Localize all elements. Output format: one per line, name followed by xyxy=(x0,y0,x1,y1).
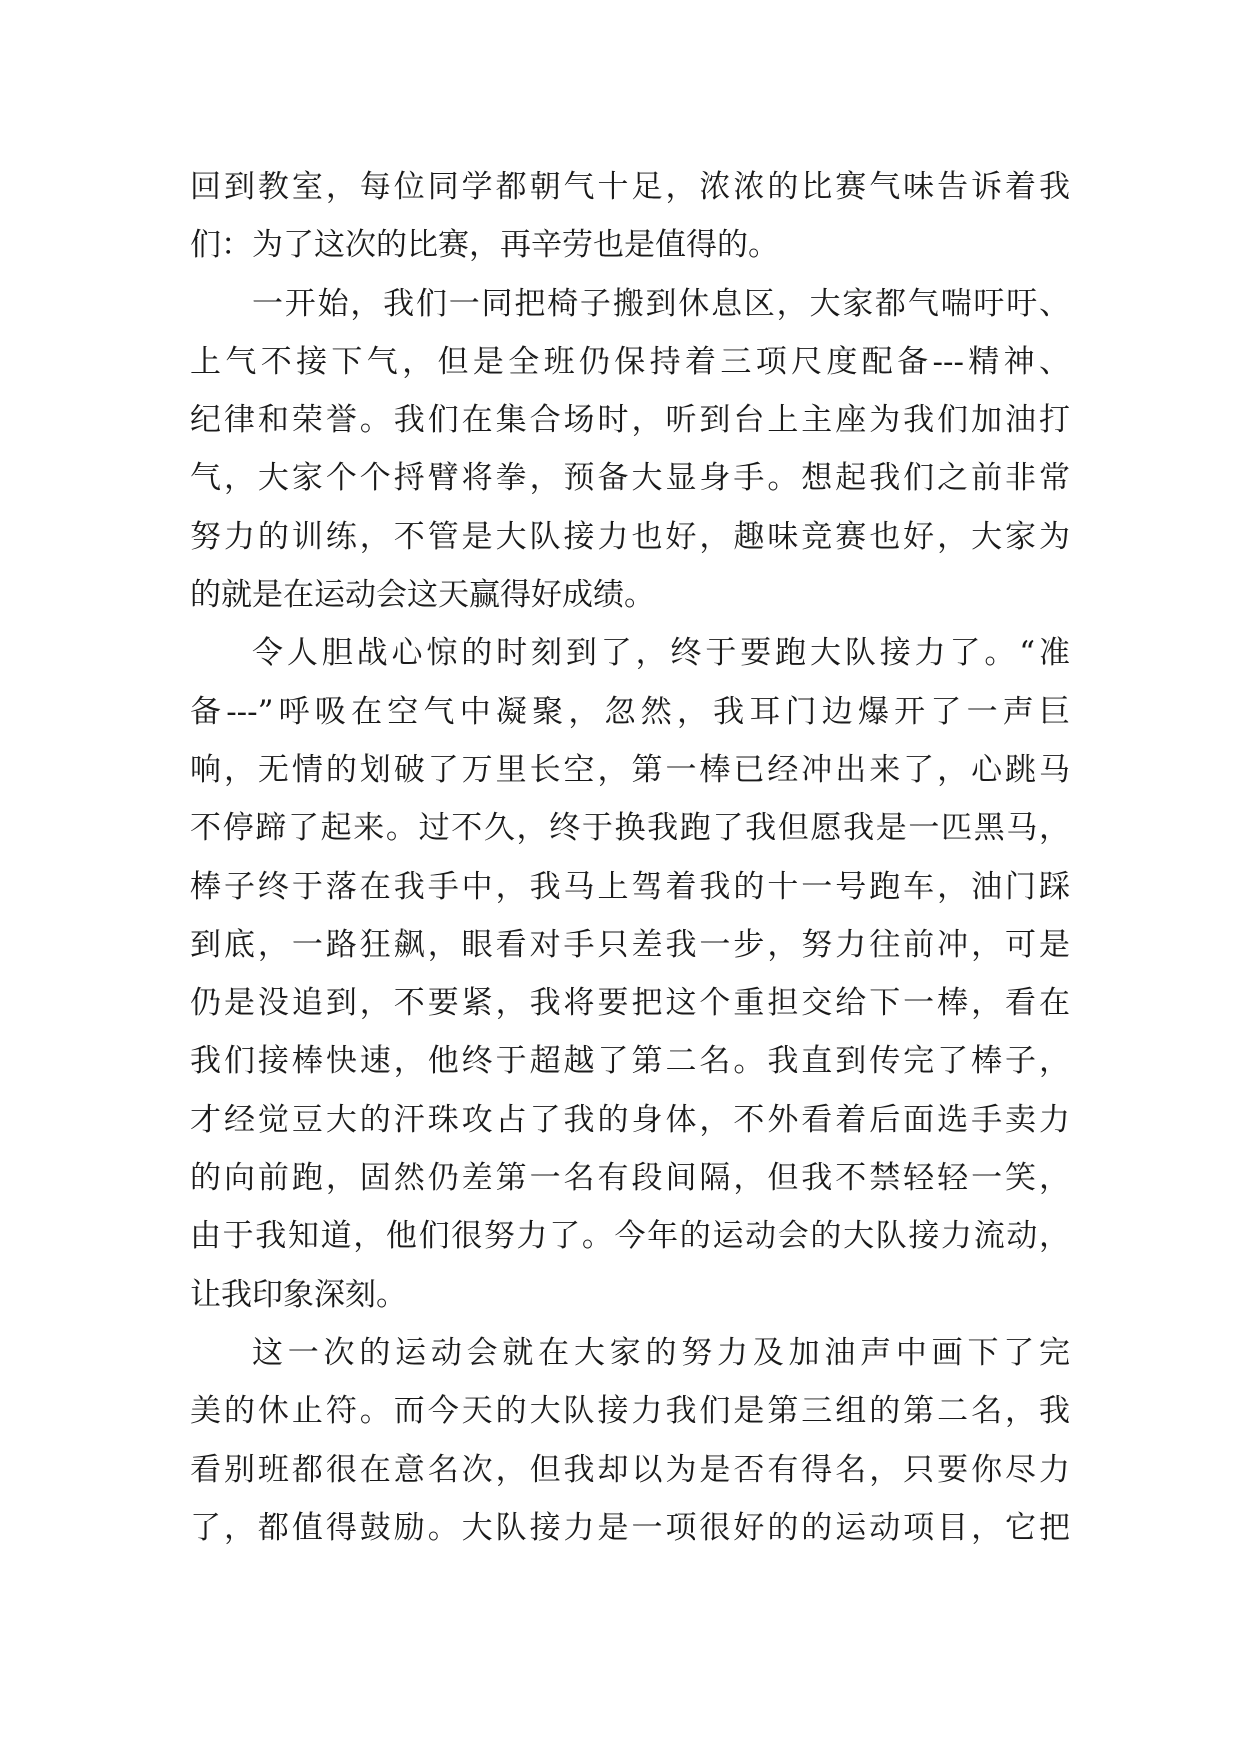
text-line xyxy=(190,508,1070,566)
text-line-content: 到底，一路狂飙，眼看对手只差我一步，努力往前冲，可是 xyxy=(190,926,1070,963)
text-line xyxy=(190,391,1070,449)
text-line-content: 纪律和荣誉。我们在集合场时，听到台上主座为我们加油打 xyxy=(190,402,1070,439)
text-line-content: 仍是没追到，不要紧，我将要把这个重担交给下一棒，看在 xyxy=(190,985,1070,1022)
text-line xyxy=(190,683,1070,741)
text-line xyxy=(190,1207,1070,1265)
text-line-content: 我们接棒快速，他终于超越了第二名。我直到传完了棒子， xyxy=(190,1043,1070,1080)
text-line xyxy=(190,449,1070,507)
text-line xyxy=(190,1091,1070,1149)
text-line-content: 了，都值得鼓励。大队接力是一项很好的的运动项目，它把 xyxy=(190,1509,1070,1546)
text-line xyxy=(190,566,1070,624)
text-line-content: 努力的训练，不管是大队接力也好，趣味竞赛也好，大家为 xyxy=(190,518,1070,555)
text-line-content: 美的休止符。而今天的大队接力我们是第三组的第二名，我 xyxy=(190,1393,1070,1430)
text-line-content: 由于我知道，他们很努力了。今年的运动会的大队接力流动， xyxy=(190,1218,1070,1255)
text-line xyxy=(190,1382,1070,1440)
text-line xyxy=(190,974,1070,1032)
text-line-content: 上气不接下气，但是全班仍保持着三项尺度配备---精神、 xyxy=(190,343,1070,380)
text-line xyxy=(190,916,1070,974)
text-line-content: 才经觉豆大的汗珠攻占了我的身体，不外看着后面选手卖力 xyxy=(190,1101,1070,1138)
text-line-content: 不停蹄了起来。过不久，终于换我跑了我但愿我是一匹黑马， xyxy=(190,810,1070,847)
text-line-content: 让我印象深刻。 xyxy=(190,1276,407,1313)
text-line xyxy=(190,1324,1070,1382)
text-line xyxy=(190,858,1070,916)
text-line xyxy=(190,1441,1070,1499)
text-line xyxy=(190,741,1070,799)
text-line-content: 备---”呼吸在空气中凝聚，忽然，我耳门边爆开了一声巨 xyxy=(190,693,1070,730)
text-line-content: 看别班都很在意名次，但我却以为是否有得名，只要你尽力 xyxy=(190,1451,1070,1488)
text-line xyxy=(190,1499,1070,1557)
text-line-content: 令人胆战心惊的时刻到了，终于要跑大队接力了。“准 xyxy=(252,635,1070,672)
text-line xyxy=(190,624,1070,682)
document-body xyxy=(190,158,1070,1557)
text-line-content: 的向前跑，固然仍差第一名有段间隔，但我不禁轻轻一笑， xyxy=(190,1160,1070,1197)
text-line xyxy=(190,333,1070,391)
text-line-content: 响，无情的划破了万里长空，第一棒已经冲出来了，心跳马 xyxy=(190,751,1070,788)
text-line xyxy=(190,1032,1070,1090)
text-line-content: 的就是在运动会这天赢得好成绩。 xyxy=(190,577,655,614)
text-line-content: 棒子终于落在我手中，我马上驾着我的十一号跑车，油门踩 xyxy=(190,868,1070,905)
text-line xyxy=(190,1149,1070,1207)
text-line-content: 这一次的运动会就在大家的努力及加油声中画下了完 xyxy=(252,1334,1070,1371)
text-line-content: 回到教室，每位同学都朝气十足，浓浓的比赛气味告诉着我 xyxy=(190,169,1070,205)
text-line-content: 一开始，我们一同把椅子搬到休息区，大家都气喘吁吁、 xyxy=(252,285,1070,322)
text-line-content: 们：为了这次的比赛，再辛劳也是值得的。 xyxy=(190,227,779,264)
text-line xyxy=(190,216,1070,274)
text-line-content: 气，大家个个捋臂将拳，预备大显身手。想起我们之前非常 xyxy=(190,460,1070,497)
text-line xyxy=(190,275,1070,333)
text-line xyxy=(190,1266,1070,1324)
text-line xyxy=(190,799,1070,857)
text-line xyxy=(190,158,1070,216)
